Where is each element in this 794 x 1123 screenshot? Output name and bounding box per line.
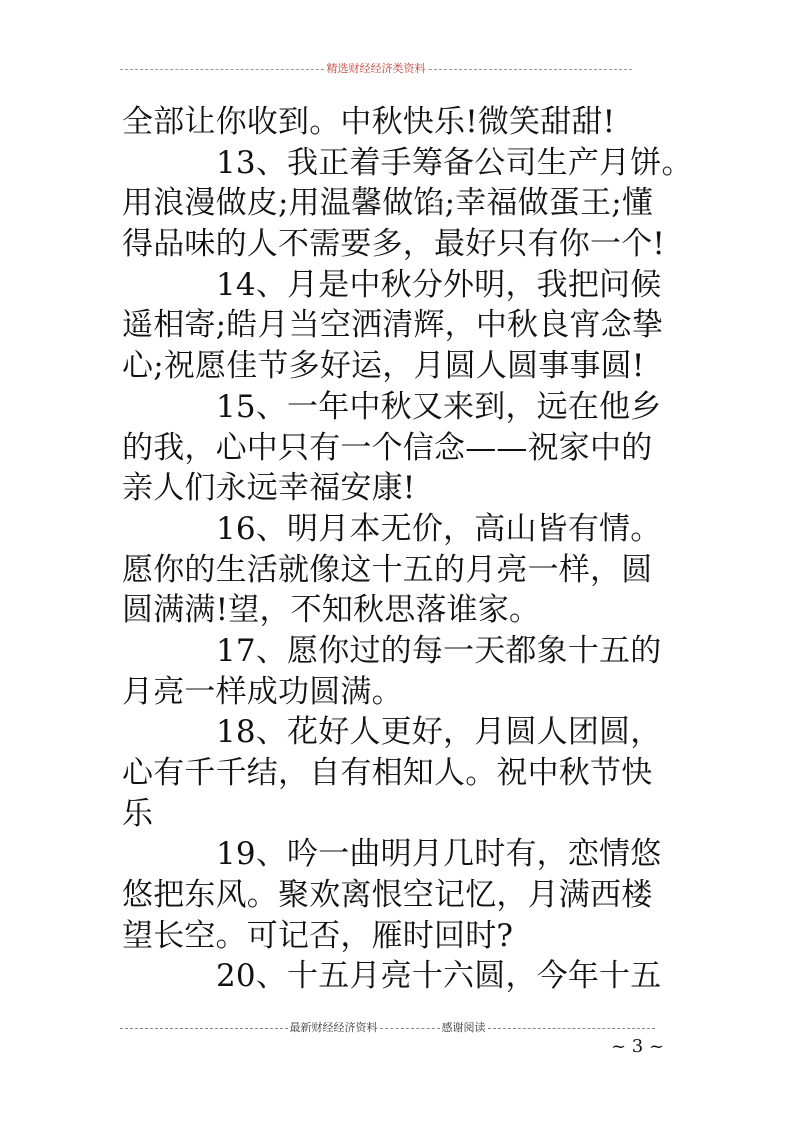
footer-rule-middle (380, 1028, 440, 1029)
text-line: 亲人们永远幸福安康! (122, 470, 416, 507)
text-line: 遥相寄;皓月当空洒清辉，中秋良宵念挚 (122, 307, 664, 344)
text-line: 18、花好人更好，月圆人团圆， (216, 714, 662, 751)
text-line: 悠把东风。聚欢离恨空记忆，月满西楼 (122, 877, 653, 914)
text-line: 用浪漫做皮;用温馨做馅;幸福做蛋王;懂 (122, 185, 654, 222)
text-line: 心有千千结，自有相知人。祝中秋节快 (122, 755, 653, 791)
text-line: 得品味的人不需要多，最好只有你一个! (122, 226, 666, 263)
text-line: 20、十五月亮十六圆，今年十五 (216, 958, 662, 995)
text-line: 的我，心中只有一个信念——祝家中的 (122, 429, 653, 466)
footer-left-text: 最新财经经济资料 (289, 1021, 378, 1034)
document-body (122, 102, 693, 997)
text-line: 月亮一样成功圆满。 (122, 673, 403, 710)
text-line: 圆满满!望，不知秋思落谁家。 (122, 592, 541, 629)
text-line: 15、一年中秋又来到，远在他乡 (216, 388, 662, 425)
text-line: 全部让你收到。中秋快乐!微笑甜甜! (122, 104, 616, 140)
footer-rule-right (488, 1028, 656, 1029)
text-line: 14、月是中秋分外明，我把问候 (216, 266, 662, 303)
text-line: 愿你的生活就像这十五的月亮一样，圆 (122, 551, 653, 588)
text-line: 17、愿你过的每一天都象十五的 (216, 632, 662, 669)
footer-right-text: 感谢阅读 (441, 1021, 486, 1034)
page-header (120, 58, 632, 78)
header-rule-right (429, 69, 633, 70)
text-line: 望长空。可记否，雁时回时? (122, 917, 514, 954)
text-line: 心;祝愿佳节多好运，月圆人圆事事圆! (122, 348, 645, 385)
text-line: 13、我正着手筹备公司生产月饼。 (216, 144, 693, 181)
text-line: 16、明月本无价，高山皆有情。 (216, 510, 662, 547)
footer-rule-left (120, 1028, 288, 1029)
page-footer (120, 1018, 655, 1036)
text-line: 乐 (122, 795, 154, 832)
header-rule-left (120, 69, 324, 70)
page-number: ~ 3 ~ (611, 1036, 665, 1057)
header-title: 精选财经经济类资料 (326, 62, 426, 75)
text-line: 19、吟一曲明月几时有，恋情悠 (216, 836, 662, 873)
